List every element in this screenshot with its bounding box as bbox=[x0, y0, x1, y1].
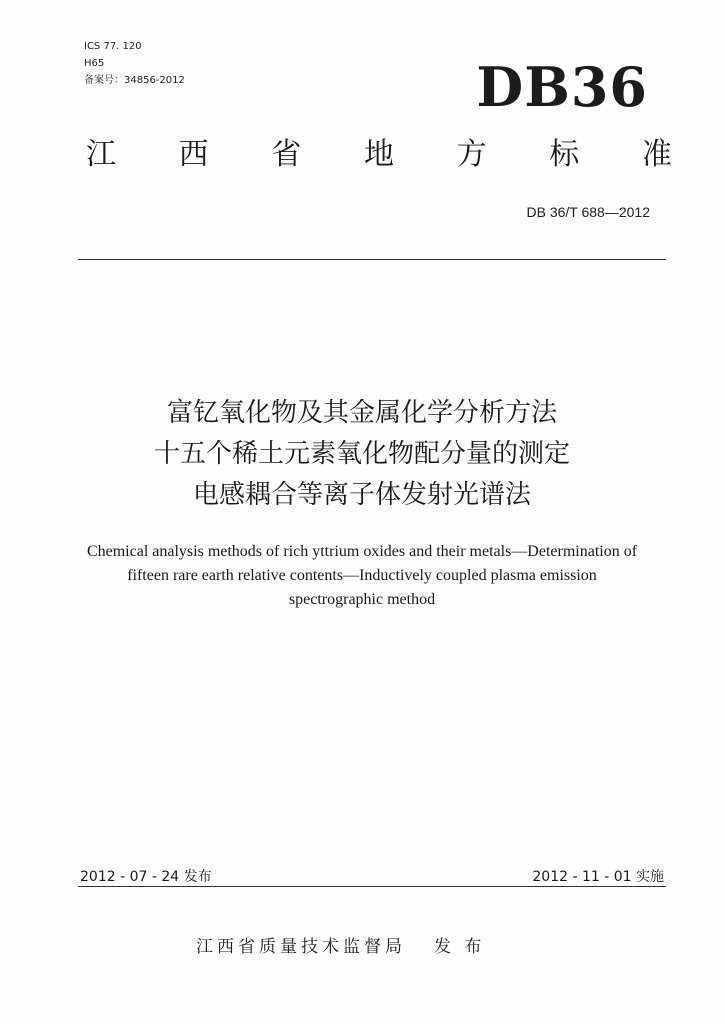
ics-code: ICS 77. 120 bbox=[84, 41, 142, 52]
publisher-line bbox=[196, 932, 485, 957]
english-title-line: spectrographic method bbox=[288, 591, 436, 608]
standard-type-char: 西 bbox=[178, 137, 209, 172]
classification-block bbox=[84, 38, 185, 89]
top-divider bbox=[78, 259, 666, 260]
publisher-action: 发 布 bbox=[434, 937, 486, 957]
standard-type-char: 江 bbox=[86, 137, 116, 172]
english-title bbox=[50, 540, 674, 612]
publisher-name: 江西省质量技术监督局 bbox=[196, 937, 406, 957]
db36-logo: DB36 bbox=[476, 55, 648, 119]
standard-type-char: 方 bbox=[456, 137, 487, 172]
standard-type-char: 省 bbox=[271, 137, 302, 172]
chinese-title-line: 十五个稀土元素氧化物配分量的测定 bbox=[153, 439, 570, 469]
implementation-date: 2012 - 11 - 01 实施 bbox=[532, 869, 664, 885]
record-number: 备案号：34856-2012 bbox=[84, 75, 185, 86]
standard-number: DB 36/T 688—2012 bbox=[526, 204, 650, 220]
english-title-line: fifteen rare earth relative contents—Inductively coupled plasma emission bbox=[127, 567, 597, 584]
standard-type-heading bbox=[86, 137, 672, 172]
issue-date: 2012 - 07 - 24 发布 bbox=[80, 869, 212, 885]
date-row bbox=[80, 866, 664, 888]
chinese-title bbox=[0, 393, 724, 516]
standard-type-char: 标 bbox=[549, 137, 580, 172]
standard-type-char: 准 bbox=[641, 137, 672, 172]
ccs-code: H65 bbox=[84, 58, 105, 69]
standard-type-char: 地 bbox=[363, 137, 394, 172]
chinese-title-line: 电感耦合等离子体发射光谱法 bbox=[192, 480, 531, 510]
chinese-title-line: 富钇氧化物及其金属化学分析方法 bbox=[166, 398, 557, 428]
bottom-divider bbox=[78, 886, 666, 887]
english-title-line: Chemical analysis methods of rich yttrium oxides and their metals—Determination of bbox=[86, 543, 638, 560]
